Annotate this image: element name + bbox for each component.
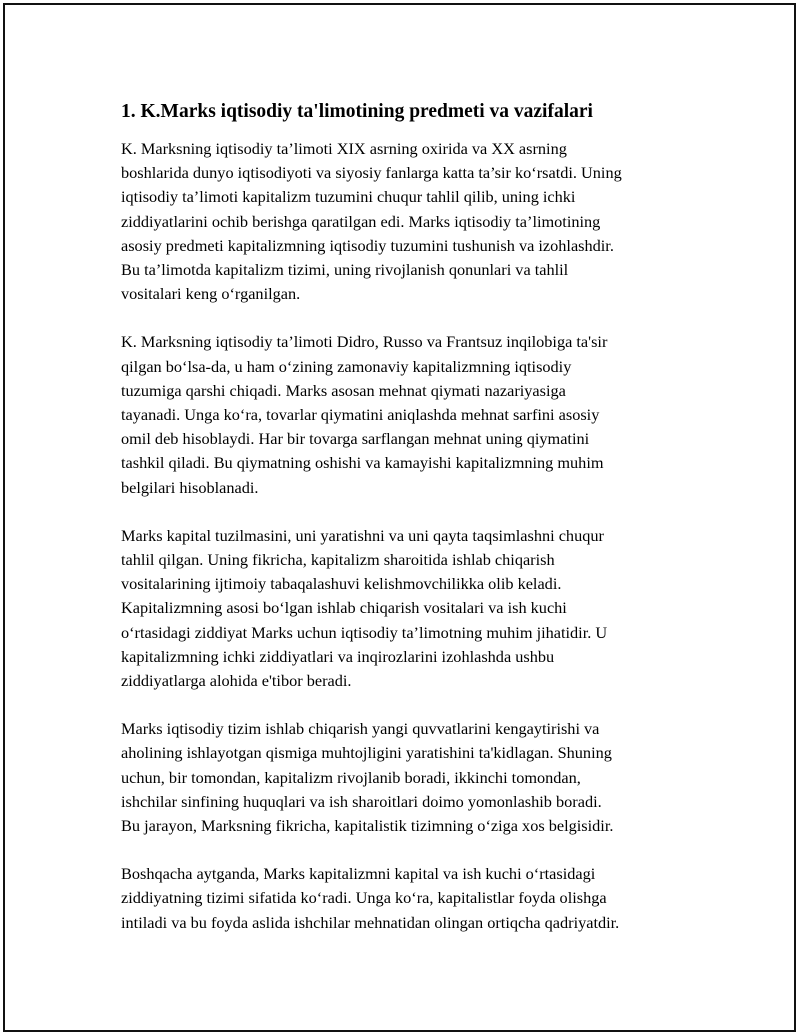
text-line: tuzumiga qarshi chiqadi. Marks asosan mehnat qiymati nazariyasiga [121, 380, 566, 400]
text-line: asosiy predmeti kapitalizmning iqtisodiy tuzumini tushunish va izohlashdir. [121, 235, 614, 255]
text-line: Marks iqtisodiy tizim ishlab chiqarish yangi quvvatlarini kengaytirishi va [121, 719, 600, 739]
text-line: intiladi va bu foyda aslida ishchilar mehnatidan olingan ortiqcha qadriyatdir. [121, 912, 620, 932]
text-line: o‘rtasidagi ziddiyat Marks uchun iqtisodiy ta’limotning muhim jihatidir. U [121, 622, 608, 642]
paragraph-2 [121, 330, 696, 499]
text-line: ziddiyatlarini ochib berishga qaratilgan edi. Marks iqtisodiy ta’limotining [121, 211, 601, 231]
text-line: omil deb hisoblaydi. Har bir tovarga sarflangan mehnat uning qiymatini [121, 429, 590, 449]
text-line: belgilari hisoblanadi. [121, 477, 259, 497]
text-line: qilgan bo‘lsa-da, u ham o‘zining zamonaviy kapitalizmning iqtisodiy [121, 356, 572, 376]
paragraph-4 [121, 717, 696, 838]
text-line: iqtisodiy ta’limoti kapitalizm tuzumini chuqur tahlil qilib, uning ichki [121, 187, 576, 207]
paragraph-list [121, 137, 696, 935]
text-line: Kapitalizmning asosi bo‘lgan ishlab chiqarish vositalari va ish kuchi [121, 598, 567, 618]
paragraph-1 [121, 137, 696, 306]
text-line: tahlil qilgan. Uning fikricha, kapitalizm sharoitida ishlab chiqarish [121, 550, 555, 570]
text-line: ziddiyatlarga alohida e'tibor beradi. [121, 671, 352, 691]
page-frame [3, 3, 796, 1032]
text-line: Boshqacha aytganda, Marks kapitalizmni kapital va ish kuchi o‘rtasidagi [121, 864, 596, 884]
text-line: vositalari keng o‘rganilgan. [121, 284, 301, 304]
text-line: ishchilar sinfining huquqlari va ish sharoitlari doimo yomonlashib boradi. [121, 791, 602, 811]
paragraph-5 [121, 862, 696, 935]
text-line: kapitalizmning ichki ziddiyatlari va inqirozlarini izohlashda ushbu [121, 646, 555, 666]
text-line: aholining ishlayotgan qismiga muhtojligini yaratishini ta'kidlagan. Shuning [121, 743, 612, 763]
text-line: K. Marksning iqtisodiy ta’limoti Didro, Russo va Frantsuz inqilobiga ta'sir [121, 332, 608, 352]
text-line: Marks kapital tuzilmasini, uni yaratishni va uni qayta taqsimlashni chuqur [121, 525, 604, 545]
text-line: Bu jarayon, Marksning fikricha, kapitalistik tizimning o‘ziga xos belgisidir. [121, 816, 614, 836]
text-line: vositalarining ijtimoiy tabaqalashuvi kelishmovchilikka olib keladi. [121, 574, 562, 594]
text-line: tashkil qiladi. Bu qiymatning oshishi va kamayishi kapitalizmning muhim [121, 453, 604, 473]
text-line: boshlarida dunyo iqtisodiyoti va siyosiy fanlarga katta ta’sir ko‘rsatdi. Uning [121, 163, 622, 183]
text-line: tayanadi. Unga ko‘ra, tovarlar qiymatini aniqlashda mehnat sarfini asosiy [121, 405, 600, 425]
document-body [121, 99, 696, 959]
paragraph-3 [121, 524, 696, 693]
text-line: ziddiyatning tizimi sifatida ko‘radi. Unga ko‘ra, kapitalistlar foyda olishga [121, 888, 607, 908]
text-line: K. Marksning iqtisodiy ta’limoti XIX asrning oxirida va XX asrning [121, 139, 567, 158]
text-line: Bu ta’limotda kapitalizm tizimi, uning rivojlanish qonunlari va tahlil [121, 260, 569, 280]
text-line: uchun, bir tomondan, kapitalizm rivojlanib boradi, ikkinchi tomondan, [121, 767, 581, 787]
page-title: 1. K.Marks iqtisodiy ta'limotining predmeti va vazifalari [121, 101, 593, 122]
